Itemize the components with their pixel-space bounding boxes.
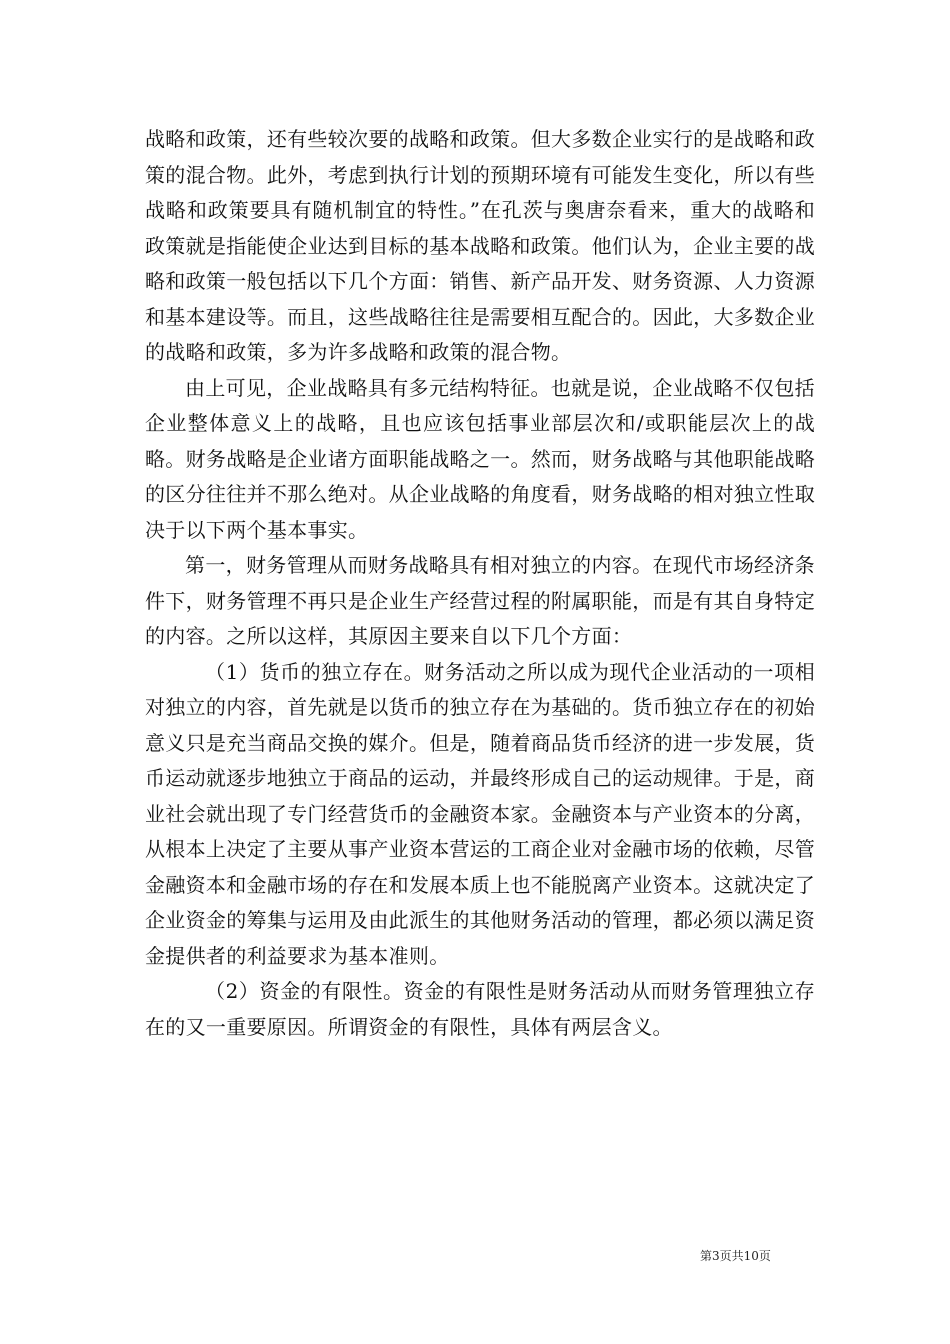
document-body — [145, 122, 815, 1045]
paragraph-continuation: 战略和政策，还有些较次要的战略和政策。但大多数企业实行的是战略和政策的混合物。此外，考虑到执行计划的预期环境有可能发生变化，所以有些战略和政策要具有随机制宜的特性。”在孔茨与奥唐奈看来，重大的战略和政策就是指能使企业达到目标的基本战略和政策。他们认为，企业主要的战略和政策一般包括以下几个方面：销售、新产品开发、财务资源、人力资源和基本建设等。而且，这些战略往往是需要相互配合的。因此，大多数企业的战略和政策，多为许多战略和政策的混合物。 — [145, 127, 815, 364]
page-number: 第3页共10页 — [700, 1249, 771, 1263]
paragraph-item-2-capital: （2）资金的有限性。资金的有限性是财务活动从而财务管理独立存在的又一重要原因。所谓资金的有限性，具体有两层含义。 — [145, 979, 815, 1039]
paragraph-multi-structure: 由上可见，企业战略具有多元结构特征。也就是说，企业战略不仅包括企业整体意义上的战略，且也应该包括事业部层次和/或职能层次上的战略。财务战略是企业诸方面职能战略之一。然而，财务战略与其他职能战略的区分往往并不那么绝对。从企业战略的角度看，财务战略的相对独立性取决于以下两个基本事实。 — [145, 375, 815, 542]
paragraph-first-point: 第一，财务管理从而财务战略具有相对独立的内容。在现代市场经济条件下，财务管理不再只是企业生产经营过程的附属职能，而是有其自身特定的内容。之所以这样，其原因主要来自以下几个方面： — [145, 553, 815, 648]
paragraph-item-1-currency: （1）货币的独立存在。财务活动之所以成为现代企业活动的一项相对独立的内容，首先就是以货币的独立存在为基础的。货币独立存在的初始意义只是充当商品交换的媒介。但是，随着商品货币经济的进一步发展，货币运动就逐步地独立于商品的运动，并最终形成自己的运动规律。于是，商业社会就出现了专门经营货币的金融资本家。金融资本与产业资本的分离，从根本上决定了主要从事产业资本营运的工商企业对金融市场的依赖，尽管金融资本和金融市场的存在和发展本质上也不能脱离产业资本。这就决定了企业资金的筹集与运用及由此派生的其他财务活动的管理，都必须以满足资金提供者的利益要求为基本准则。 — [145, 659, 815, 968]
